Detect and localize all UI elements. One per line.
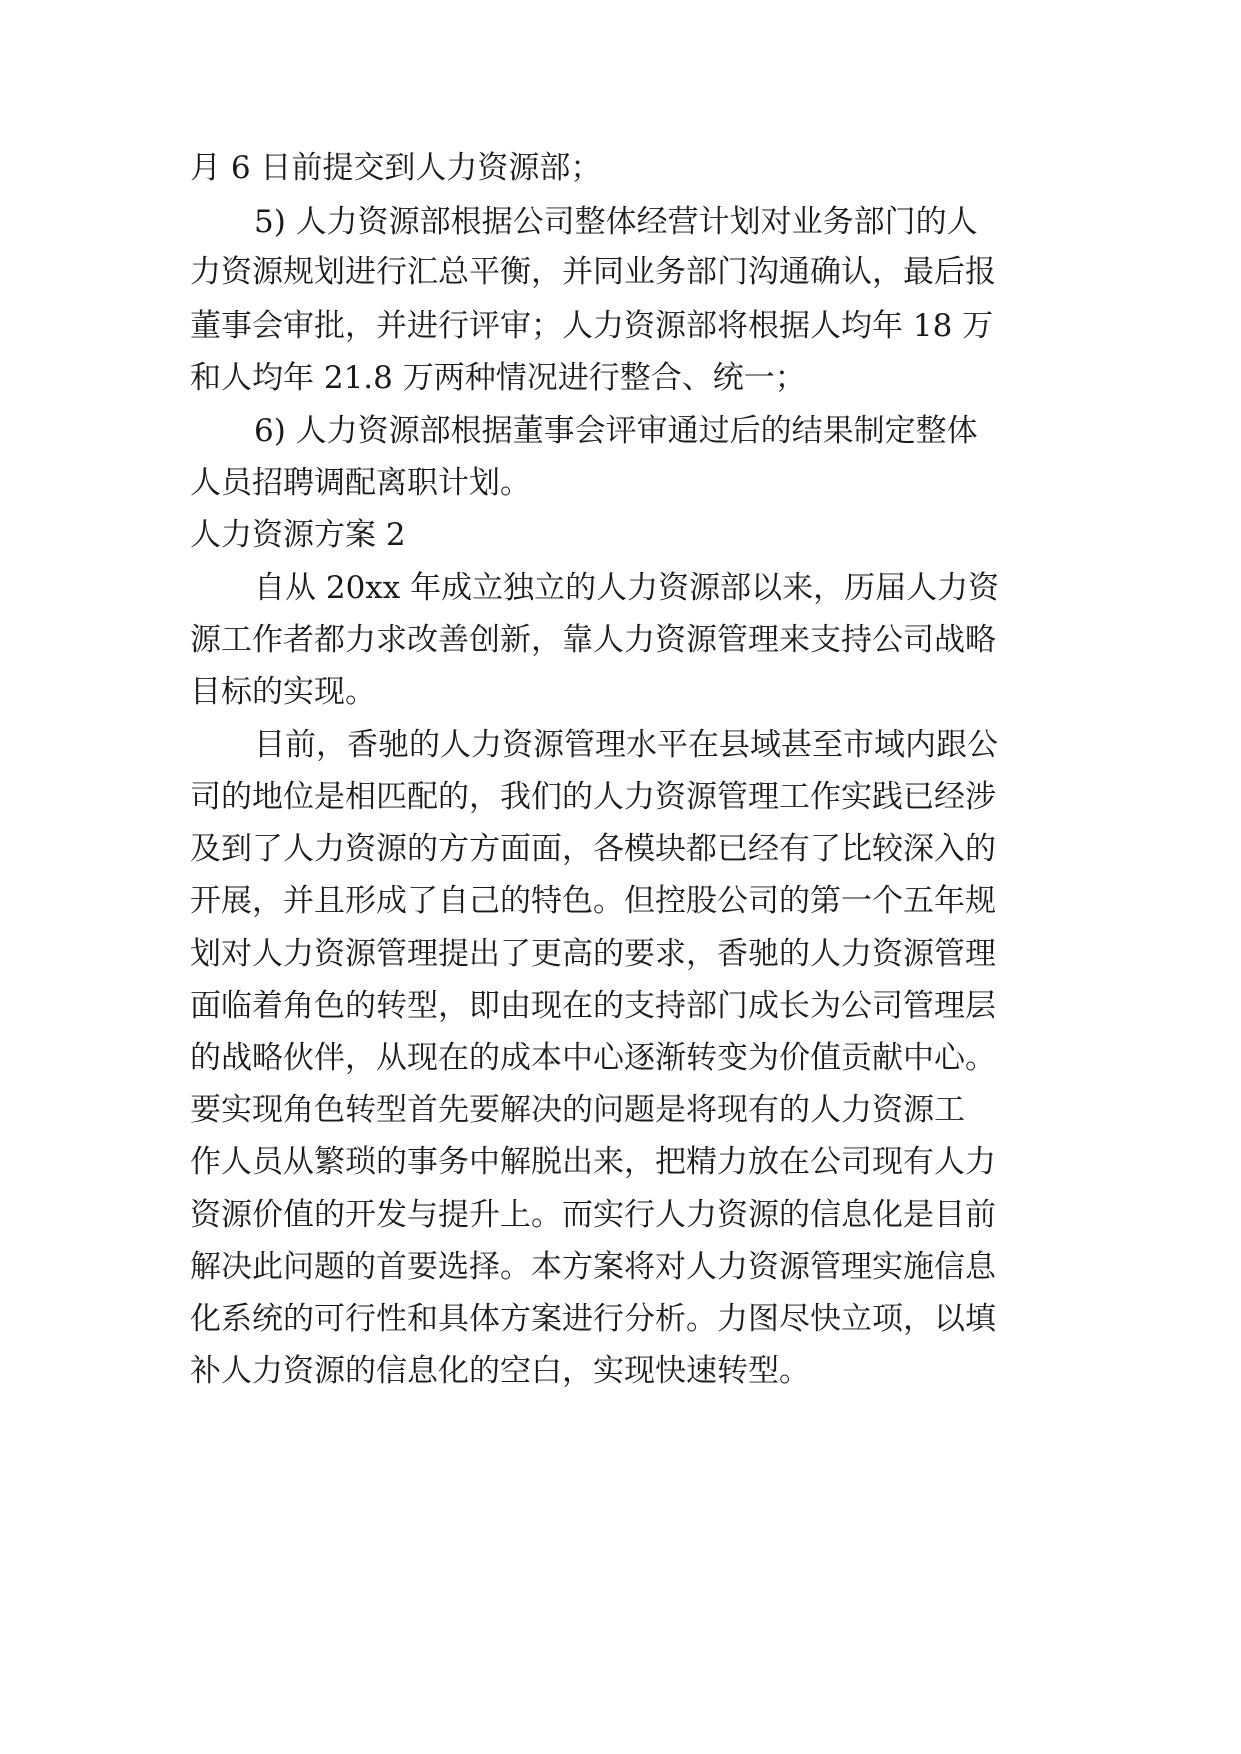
text-line: 要实现角色转型首先要解决的问题是将现有的人力资源工 <box>190 1092 965 1128</box>
text-line: 目前，香驰的人力资源管理水平在县域甚至市域内跟公 <box>254 727 998 763</box>
text-line: 源工作者都力求改善创新，靠人力资源管理来支持公司战略 <box>190 622 996 658</box>
section-heading: 人力资源方案 2 <box>190 517 406 553</box>
text-line: 资源价值的开发与提升上。而实行人力资源的信息化是目前 <box>190 1197 996 1233</box>
text-line: 人员招聘调配离职计划。 <box>190 465 531 501</box>
text-line: 补人力资源的信息化的空白，实现快速转型。 <box>190 1353 810 1389</box>
text-line: 和人均年 21.8 万两种情况进行整合、统一； <box>190 360 806 396</box>
text-line: 的战略伙伴，从现在的成本中心逐渐转变为价值贡献中心。 <box>190 1040 996 1076</box>
text-line: 解决此问题的首要选择。本方案将对人力资源管理实施信息 <box>190 1249 996 1285</box>
text-line: 5) 人力资源部根据公司整体经营计划对业务部门的人 <box>254 204 978 240</box>
text-line: 开展，并且形成了自己的特色。但控股公司的第一个五年规 <box>190 883 996 919</box>
text-line: 划对人力资源管理提出了更高的要求，香驰的人力资源管理 <box>190 936 996 972</box>
text-line: 董事会审批，并进行评审；人力资源部将根据人均年 18 万 <box>190 308 994 344</box>
text-line: 自从 20xx 年成立独立的人力资源部以来，历届人力资 <box>254 570 1000 606</box>
text-line: 作人员从繁琐的事务中解脱出来，把精力放在公司现有人力 <box>190 1144 996 1180</box>
text-line: 月 6 日前提交到人力资源部； <box>190 150 602 186</box>
text-line: 及到了人力资源的方方面面，各模块都已经有了比较深入的 <box>190 831 996 867</box>
text-line: 目标的实现。 <box>190 674 376 710</box>
text-line: 6) 人力资源部根据董事会评审通过后的结果制定整体 <box>254 413 978 449</box>
text-line: 司的地位是相匹配的，我们的人力资源管理工作实践已经涉 <box>190 779 996 815</box>
text-line: 化系统的可行性和具体方案进行分析。力图尽快立项，以填 <box>190 1301 996 1337</box>
text-line: 力资源规划进行汇总平衡，并同业务部门沟通确认，最后报 <box>190 254 996 290</box>
text-line: 面临着角色的转型，即由现在的支持部门成长为公司管理层 <box>190 988 996 1024</box>
